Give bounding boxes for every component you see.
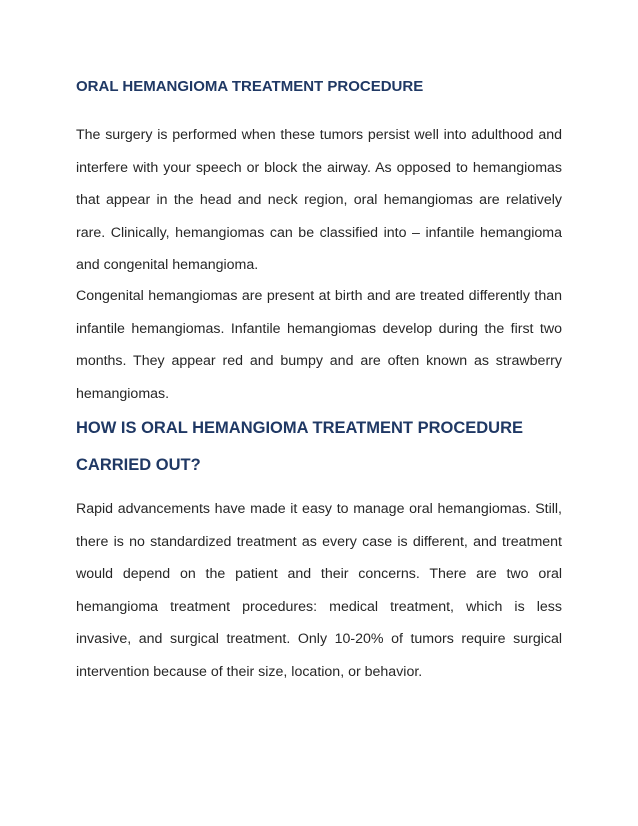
paragraph-treatment-options: Rapid advancements have made it easy to manage oral hemangiomas. Still, there is no standardized treatment as every case is different, and treatment would depend on the patient and their concerns. There are two oral hemangioma treatment procedures: medical treatment, which is less invasive, and surgical treatment. Only 10-20% of tumors require surgical intervention because of their size, location, or behavior. [76,501,562,680]
section-heading-procedure: ORAL HEMANGIOMA TREATMENT PROCEDURE [76,78,424,95]
section-heading-how-carried-out: HOW IS ORAL HEMANGIOMA TREATMENT PROCEDURE CARRIED OUT? [76,419,524,474]
paragraph-surgery-intro: The surgery is performed when these tumors persist well into adulthood and interfere with your speech or block the airway. As opposed to hemangiomas that appear in the head and neck region, oral hemangiomas are relatively rare. Clinically, hemangiomas can be classified into – infantile hemangioma and congenital hemangioma. [76,127,562,273]
paragraph-congenital: Congenital hemangiomas are present at birth and are treated differently than infantile hemangiomas. Infantile hemangiomas develop during the first two months. They appear red and bumpy and are often known as strawberry hemangiomas. [76,288,562,402]
